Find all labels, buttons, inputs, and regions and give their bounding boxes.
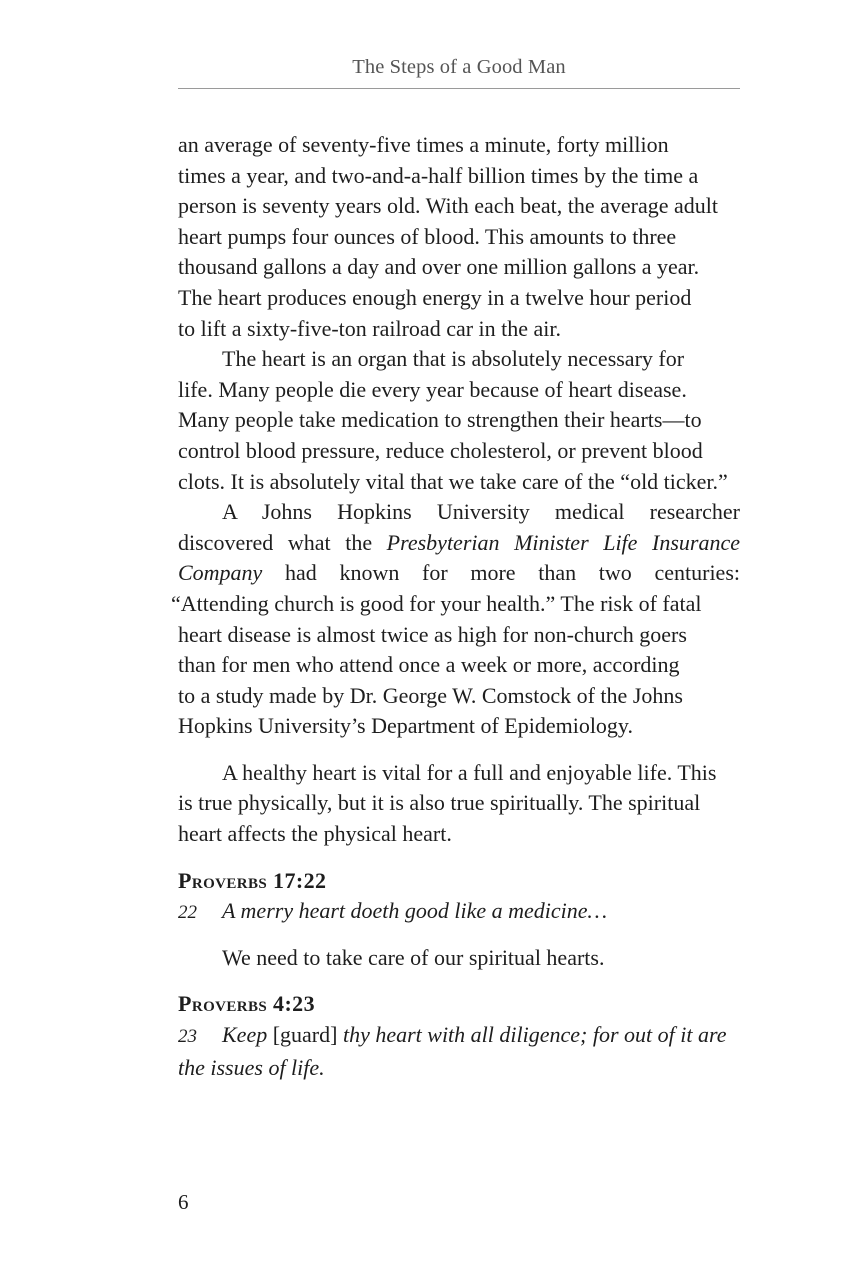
text-line: The heart is an organ that is absolutely necessary for — [222, 346, 685, 372]
verse-bracket-note: [guard] — [267, 1022, 343, 1048]
text-line: Hopkins University’s Department of Epidemiology. — [178, 713, 634, 739]
text-run: had known for more than two centuries: — [262, 560, 740, 586]
spacer — [178, 929, 740, 943]
text-line — [178, 528, 740, 559]
text-line: The heart produces enough energy in a twelve hour period — [178, 284, 692, 310]
paragraph-spiritual-hearts: We need to take care of our spiritual hearts. — [222, 944, 605, 970]
text-line: thousand gallons a day and over one million gallons a year. — [178, 254, 700, 280]
verse-line — [178, 896, 740, 929]
text-line: Many people take medication to strengthen their hearts—to — [178, 407, 702, 433]
text-line: times a year, and two-and-a-half billion times by the time a — [178, 162, 699, 188]
verse-number: 23 — [178, 1026, 197, 1048]
paragraph-johns-hopkins — [171, 497, 740, 742]
text-line: person is seventy years old. With each beat, the average adult — [178, 193, 718, 219]
scripture-reference: Proverbs 4:23 — [178, 991, 315, 1017]
paragraph-healthy-heart — [178, 758, 740, 850]
scripture-reference: Proverbs 17:22 — [178, 867, 327, 893]
company-name-italic: Presbyterian Minister Life Insurance — [386, 529, 740, 555]
verse-number: 22 — [178, 902, 197, 924]
text-line: to a study made by Dr. George W. Comstock of the Johns — [178, 682, 683, 708]
paragraph-heart-statistics — [178, 130, 740, 344]
verse-line: the issues of life. — [178, 1054, 325, 1080]
text-line: to lift a sixty-five-ton railroad car in the air. — [178, 315, 562, 341]
text-line — [178, 558, 740, 589]
page-body — [171, 130, 740, 1083]
text-line: “Attending church is good for your health.” The risk of fatal — [171, 590, 702, 616]
spacer — [178, 850, 740, 866]
text-line: A Johns Hopkins University medical researcher — [222, 499, 740, 525]
text-line: is true physically, but it is also true spiritually. The spiritual — [178, 790, 701, 816]
spacer — [178, 973, 740, 989]
company-name-italic: Company — [178, 560, 263, 586]
scripture-proverbs-4-23 — [178, 989, 740, 1083]
text-run: discovered what the — [178, 529, 387, 555]
text-line: A healthy heart is vital for a full and enjoyable life. This — [222, 759, 717, 785]
verse-text: thy heart with all diligence; for out of it are — [342, 1022, 727, 1048]
verse-text: Keep — [222, 1022, 268, 1048]
scripture-proverbs-17-22 — [178, 866, 740, 929]
text-line: than for men who attend once a week or more, according — [178, 652, 680, 678]
verse-line — [178, 1020, 740, 1053]
text-line: life. Many people die every year because of heart disease. — [178, 376, 687, 402]
spacer — [178, 742, 740, 758]
text-line: heart affects the physical heart. — [178, 821, 452, 847]
text-line: heart pumps four ounces of blood. This amounts to three — [178, 223, 677, 249]
text-line: heart disease is almost twice as high for non-church goers — [178, 621, 687, 647]
page-number: 6 — [178, 1190, 189, 1214]
text-line: an average of seventy-five times a minute, forty million — [178, 132, 669, 157]
text-line: clots. It is absolutely vital that we take care of the “old ticker.” — [178, 468, 728, 494]
text-line: control blood pressure, reduce cholesterol, or prevent blood — [178, 437, 703, 463]
paragraph-heart-organ — [178, 344, 740, 497]
verse-text: A merry heart doeth good like a medicine… — [222, 898, 608, 924]
header-rule — [178, 88, 740, 89]
running-head: The Steps of a Good Man — [352, 56, 566, 78]
